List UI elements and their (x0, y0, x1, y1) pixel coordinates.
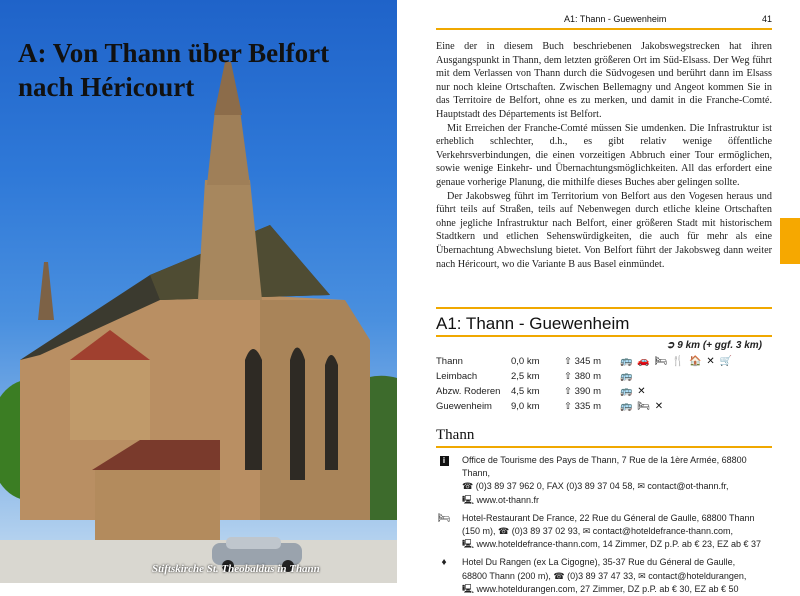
listing-line: 🖳 www.hoteldefrance-thann.com, 14 Zimmer, DZ p.P. ab € 23, EZ ab € 37 (462, 539, 761, 550)
facility-icons: 🚌 🛏 ✕ (620, 401, 665, 412)
table-row (436, 400, 776, 415)
stage-place: Leimbach (436, 371, 478, 382)
paragraph: Der Jakobsweg führt im Territorium von Belfort aus den Vogesen heraus und führt teils auf Straßen, teils auf Nebenwegen durch etliche kleine Ortschaften ohne jegliche Infrastruktur nach Belfort, einer größeren Stadt mit historischem Stadtkern und etlichen Sehenswürdigkeiten, die auch für mehr als eine Übernachtung Abwechslung bietet. Von Belfort führt der Jakobsweg dann weiter nach Héricourt, wo die Variante B aus Basel einmündet. (436, 190, 772, 270)
listings (436, 449, 776, 596)
photo-caption: Stiftskirche St. Theobaldus in Thann (152, 563, 320, 575)
distance-note (666, 340, 762, 351)
paragraph: Mit Erreichen der Franche-Comté müssen Sie umdenken. Die Infrastruktur ist erheblich schlechter, d.h., es gibt relativ wenige öffentliche Verkehrsverbindungen, die einen vorzeitigen Abbruch einer Tour ermöglichen, sowie wenige Einkehr- und Übernachtungsmöglichkeiten. All das erfordert eine genaue vorherige Planung, die mithilfe dieses Buches aber gelingen sollte. (436, 122, 772, 188)
info-icon: i (436, 454, 452, 467)
listing-line: Hotel Du Rangen (ex La Cigogne), 35-37 Rue du Géneral de Gaulle, (462, 557, 736, 568)
running-title: A1: Thann - Guewenheim (564, 14, 667, 24)
altitude-arrow-icon: ⇧ (564, 386, 575, 397)
stage-distance: 2,5 km (511, 371, 540, 382)
paragraph: Eine der in diesem Buch beschriebenen Jakobswegstrecken hat ihren Ausgangspunkt in Thann, dem letzten größeren Ort im Süd-Elsass. Der Weg führt mit dem Verlassen von Thann durch die Südvogesen und berührt dann im Elsass nur noch kleine Ortschaften. Zwischen Bellemagny und Angeot kommen Sie in das Territoire de Belfort, ohne es zu merken, und damit in die Franche-Comté. Hauptstadt des Départements ist Belfort. (436, 41, 772, 120)
thumb-index-tab (780, 218, 800, 264)
section-rule (436, 335, 772, 337)
body-text (436, 40, 772, 271)
list-item (436, 556, 776, 596)
section-rule (436, 307, 772, 309)
facility-icons: 🚌 (620, 371, 634, 382)
listing-line: ☎ (0)3 89 37 962 0, FAX (0)3 89 37 04 58, ✉ contact@ot-thann.fr, (462, 481, 729, 492)
bed-icon: 🛏 (437, 512, 451, 524)
stage-altitude: ⇧ 390 m (564, 386, 602, 397)
stage-distance: 9,0 km (511, 401, 540, 412)
text-page (410, 0, 800, 594)
altitude-arrow-icon: ⇧ (564, 401, 575, 412)
diamond-icon: ♦ (441, 557, 447, 569)
stage-distance: 0,0 km (511, 356, 540, 367)
subsection-rule (436, 446, 772, 448)
photo-page (0, 0, 397, 583)
stage-table (436, 355, 776, 415)
facility-icons: 🚌 ✕ (620, 386, 647, 397)
subsection-title: Thann (436, 427, 475, 443)
altitude-arrow-icon: ⇧ (564, 356, 575, 367)
table-row (436, 355, 776, 370)
distance-value: 9 km (+ ggf. 3 km) (677, 340, 762, 351)
listing-line: 68800 Thann (200 m), ☎ (0)3 89 37 47 33, ✉ contact@hoteldurangen, (462, 570, 747, 581)
route-arrow-icon: ➲ (666, 340, 678, 351)
stage-place: Thann (436, 356, 463, 367)
header-rule (436, 28, 772, 30)
facility-icons: 🚌 🚗 🛏 🍴 🏠 ✕ 🛒 (620, 356, 733, 367)
table-row (436, 370, 776, 385)
listing-line: 🖳 www.ot-thann.fr (462, 494, 540, 505)
list-item (436, 512, 776, 552)
altitude-arrow-icon: ⇧ (564, 371, 575, 382)
page-number: 41 (761, 14, 772, 24)
listing-line: 🖳 www.hoteldurangen.com, 27 Zimmer, DZ p.P. ab € 30, EZ ab € 50 (462, 583, 739, 594)
stage-distance: 4,5 km (511, 386, 540, 397)
chapter-title: A: Von Thann über Belfort nach Héricourt (18, 38, 330, 102)
table-row (436, 385, 776, 400)
stage-altitude: ⇧ 335 m (564, 401, 602, 412)
stage-place: Abzw. Roderen (436, 386, 501, 397)
list-item (436, 454, 776, 507)
listing-line: (150 m), ☎ (0)3 89 37 02 93, ✉ contact@hoteldefrance-thann.com, (462, 526, 734, 537)
section-title: A1: Thann - Guewenheim (436, 314, 630, 333)
running-header (436, 12, 772, 26)
stage-altitude: ⇧ 345 m (564, 356, 602, 367)
stage-place: Guewenheim (436, 401, 492, 412)
listing-line: Office de Tourisme des Pays de Thann, 7 Rue de la 1ère Armée, 68800 Thann, (462, 455, 747, 479)
stage-altitude: ⇧ 380 m (564, 371, 602, 382)
listing-line: Hotel-Restaurant De France, 22 Rue du Géneral de Gaulle, 68800 Thann (462, 512, 755, 523)
